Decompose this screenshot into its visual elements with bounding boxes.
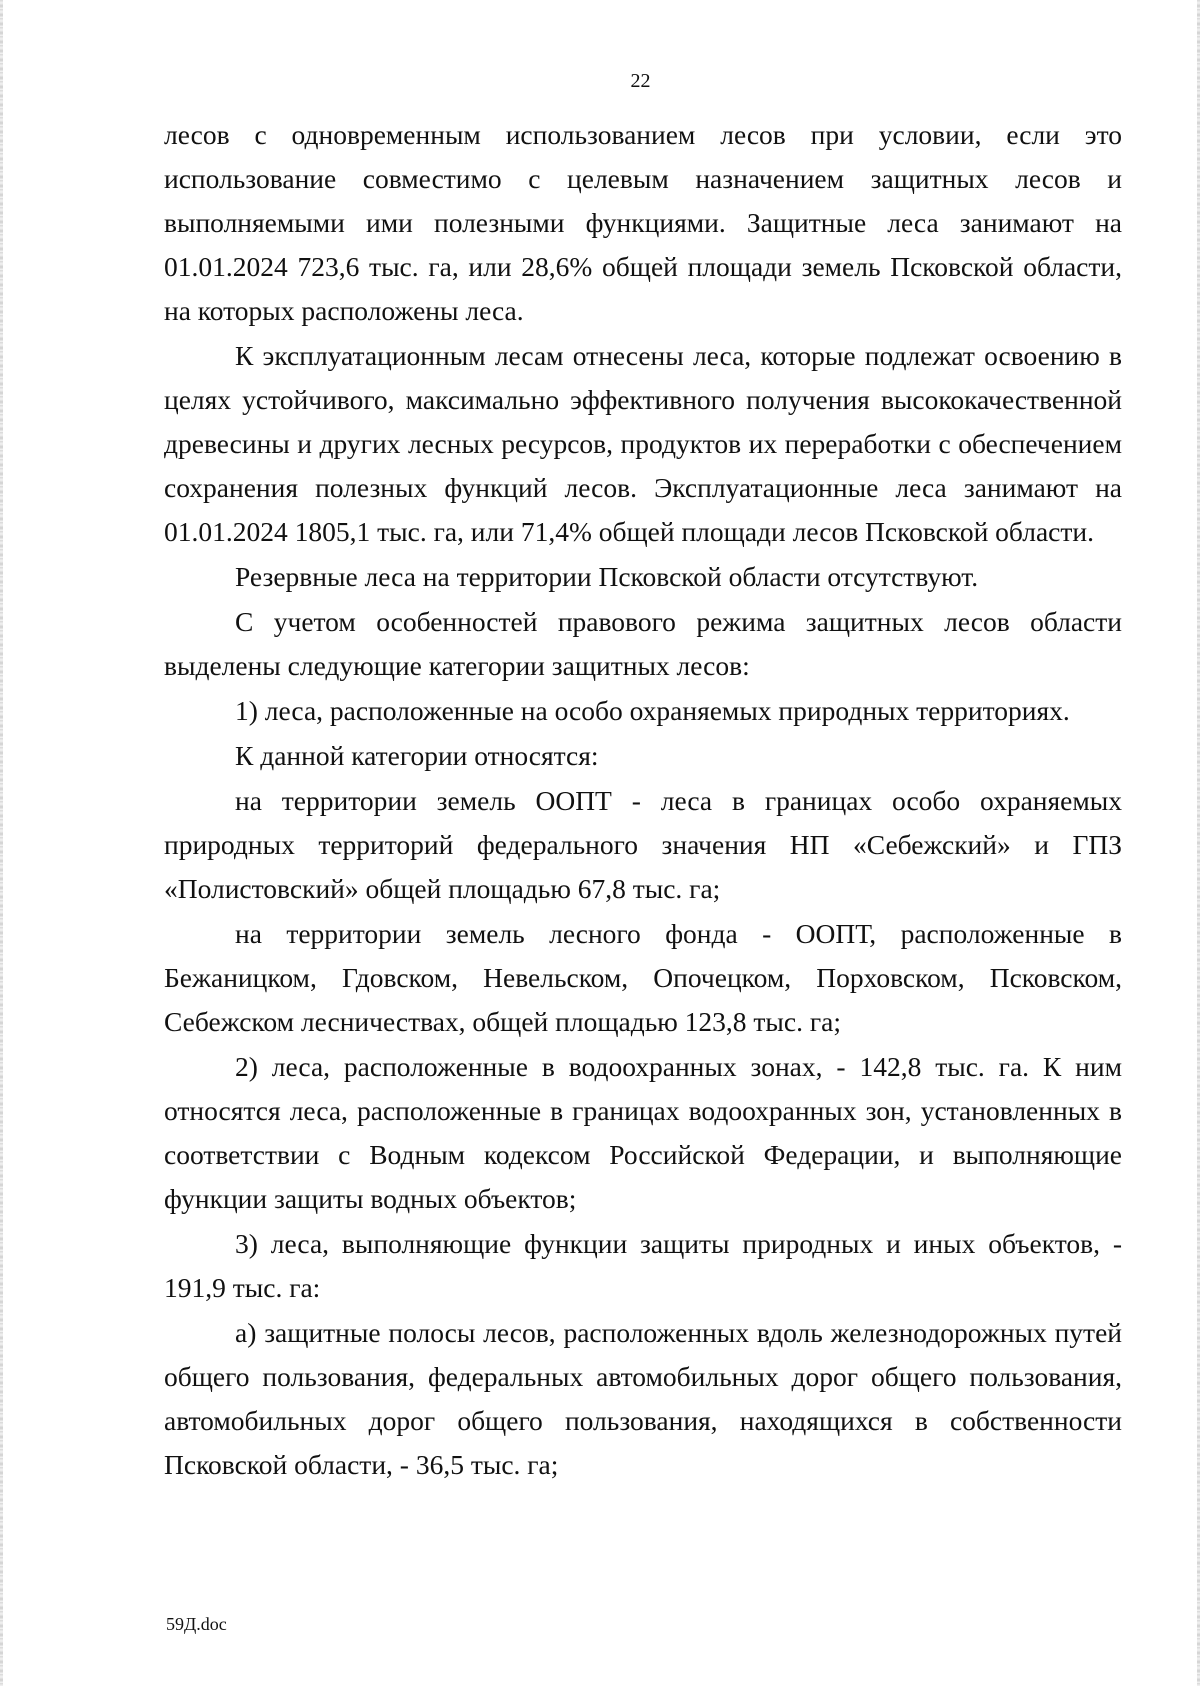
- paragraph-reserve-forests: Резервные леса на территории Псковской области отсутствуют.: [235, 561, 979, 592]
- page-number: 22: [630, 70, 651, 92]
- list-item-category-1: 1) леса, расположенные на особо охраняемых природных территориях.: [235, 695, 1070, 726]
- document-body: [164, 113, 1122, 1487]
- paragraph-protective-forests: лесов с одновременным использованием лесов при условии, если это использование совместимо с целевым назначением защитных лесов и выполняемыми ими полезными функциями. Защитные леса занимают на 01.01.2024 723,6 тыс. га, или 28,6% общей площади земель Псковской области, на которых расположены леса.: [164, 119, 1122, 326]
- list-item-category-3: 3) леса, выполняющие функции защиты природных и иных объектов, - 191,9 тыс. га:: [164, 1228, 1122, 1303]
- paragraph-forest-fund-lands: на территории земель лесного фонда - ООПТ, расположенные в Бежаницком, Гдовском, Невельском, Опочецком, Порховском, Псковском, Себежском лесничествах, общей площадью 123,8 тыс. га;: [164, 918, 1122, 1037]
- paragraph-exploitation-forests: К эксплуатационным лесам отнесены леса, которые подлежат освоению в целях устойчивого, максимально эффективного получения высококачественной древесины и других лесных ресурсов, продуктов их переработки с обеспечением сохранения полезных функций лесов. Эксплуатационные леса занимают на 01.01.2024 1805,1 тыс. га, или 71,4% общей площади лесов Псковской области.: [164, 340, 1122, 547]
- list-item-category-2: 2) леса, расположенные в водоохранных зонах, - 142,8 тыс. га. К ним относятся леса, расположенные в границах водоохранных зон, установленных в соответствии с Водным кодексом Российской Федерации, и выполняющие функции защиты водных объектов;: [164, 1051, 1122, 1214]
- paragraph-category-1-intro: К данной категории относятся:: [235, 740, 599, 771]
- list-item-category-3a: а) защитные полосы лесов, расположенных вдоль железнодорожных путей общего пользования, федеральных автомобильных дорог общего пользования, автомобильных дорог общего пользования, находящихся в собственности Псковской области, - 36,5 тыс. га;: [164, 1317, 1122, 1480]
- paragraph-categories-intro: С учетом особенностей правового режима защитных лесов области выделены следующие категории защитных лесов:: [164, 606, 1122, 681]
- document-filename: 59Д.doc: [166, 1614, 227, 1634]
- scan-edge-left: [0, 0, 3, 1686]
- paragraph-oopt-lands: на территории земель ООПТ - леса в границах особо охраняемых природных территорий федерального значения НП «Себежский» и ГПЗ «Полистовский» общей площадью 67,8 тыс. га;: [164, 785, 1122, 904]
